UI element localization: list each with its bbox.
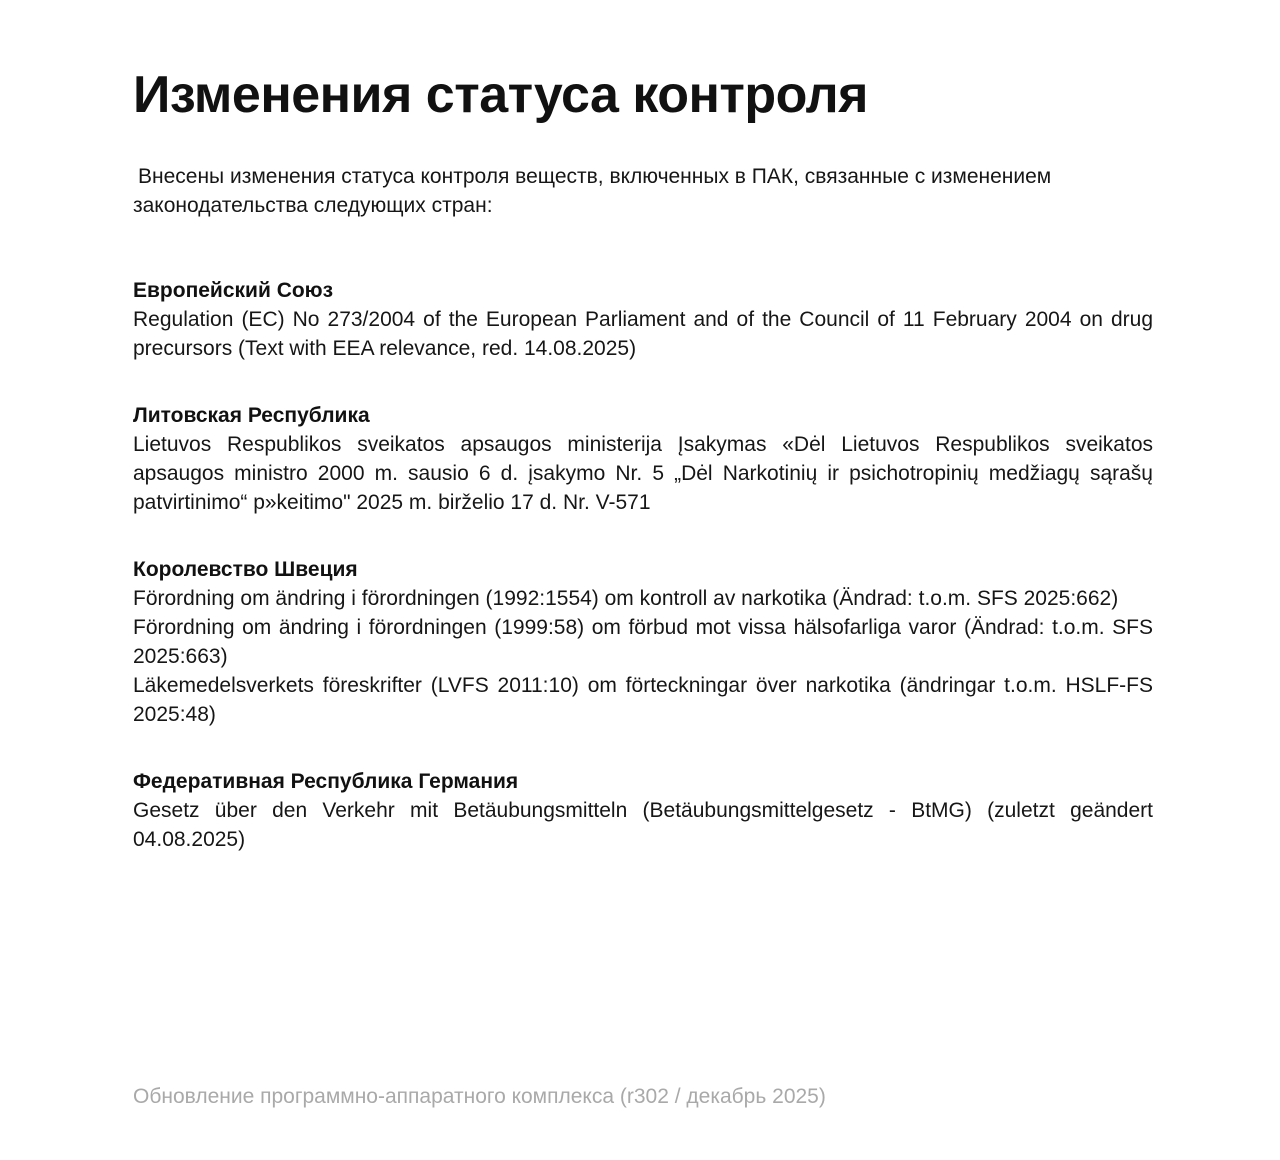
section-sweden xyxy=(133,555,1153,729)
section-paragraph: Förordning om ändring i förordningen (1999:58) om förbud mot vissa hälsofarliga varor (Ändrad: t.o.m. SFS 2025:663) xyxy=(133,615,1153,668)
section-paragraph: Regulation (EC) No 273/2004 of the European Parliament and of the Council of 11 February 2004 on drug precursors (Text with EEA relevance, red. 14.08.2025) xyxy=(133,307,1153,360)
section-heading: Королевство Швеция xyxy=(133,557,358,581)
page-title: Изменения статуса контроля xyxy=(133,66,869,124)
section-paragraph: Gesetz über den Verkehr mit Betäubungsmitteln (Betäubungsmittelgesetz - BtMG) (zuletzt geändert 04.08.2025) xyxy=(133,798,1153,851)
footer-note: Обновление программно-аппаратного комплекса (r302 / декабрь 2025) xyxy=(133,1085,826,1108)
section-paragraph: Förordning om ändring i förordningen (1992:1554) om kontroll av narkotika (Ändrad: t.o.m. SFS 2025:662) xyxy=(133,586,1119,610)
section-heading: Европейский Союз xyxy=(133,278,334,302)
intro-paragraph: Внесены изменения статуса контроля веществ, включенных в ПАК, связанные с изменением законодательства следующих стран: xyxy=(133,164,1052,217)
section-germany xyxy=(133,767,1153,854)
section-paragraph: Lietuvos Respublikos sveikatos apsaugos ministerija Įsakymas «Dėl Lietuvos Respublikos sveikatos apsaugos ministro 2000 m. sausio 6 d. įsakymo Nr. 5 „Dėl Narkotinių ir psichotropinių medžiagų sąrašų patvirtinimo“ p»keitimo" 2025 m. birželio 17 d. Nr. V-571 xyxy=(133,432,1153,514)
section-heading: Литовская Республика xyxy=(133,403,370,427)
section-lithuania xyxy=(133,401,1153,517)
section-heading: Федеративная Республика Германия xyxy=(133,769,519,793)
section-paragraph: Läkemedelsverkets föreskrifter (LVFS 2011:10) om förteckningar över narkotika (ändringar t.o.m. HSLF-FS 2025:48) xyxy=(133,673,1153,726)
section-european-union xyxy=(133,276,1153,363)
